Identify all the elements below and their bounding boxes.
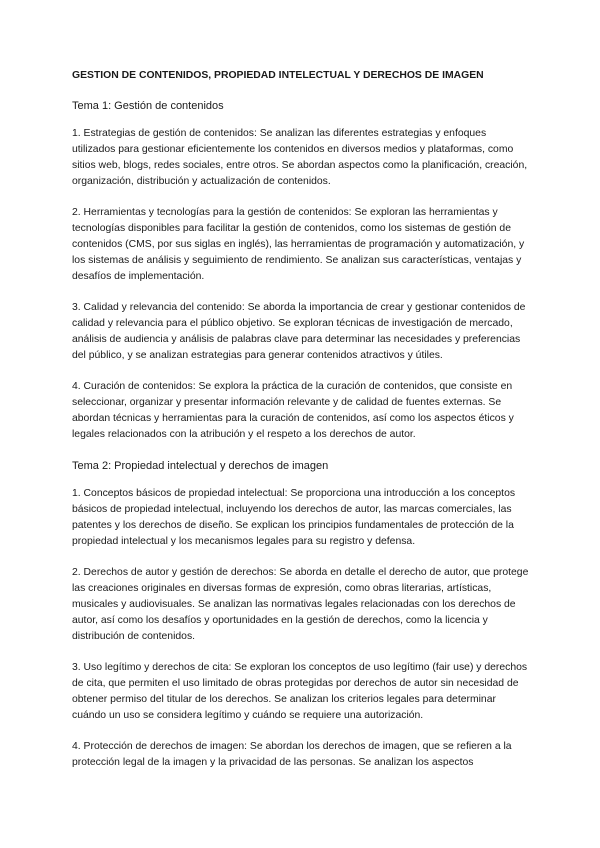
paragraph: 1. Conceptos básicos de propiedad intelectual: Se proporciona una introducción a los conceptos básicos de propiedad intelectual, incluyendo los derechos de autor, las marcas comerciales, las patentes y los derechos de diseño. Se explican los principios fundamentales de protección de la propiedad intelectual y los mecanismos legales para su registro y defensa. [72,488,516,547]
paragraph: 4. Protección de derechos de imagen: Se abordan los derechos de imagen, que se refieren a la protección legal de la imagen y la privacidad de las personas. Se analizan los aspectos [72,741,512,768]
section-tema-2 [72,458,532,771]
document-page [72,68,532,786]
paragraph: 4. Curación de contenidos: Se explora la práctica de la curación de contenidos, que consiste en seleccionar, organizar y presentar información relevante y de calidad de fuentes externas. Se abordan técnicas y herramientas para la curación de contenidos, así como los aspectos éticos y legales relacionados con la atribución y el respeto a los derechos de autor. [72,381,514,440]
section-tema-1 [72,98,532,443]
section-heading: Tema 1: Gestión de contenidos [72,100,224,112]
paragraph: 1. Estrategias de gestión de contenidos: Se analizan las diferentes estrategias y enfoques utilizados para gestionar eficientemente los contenidos en diversos medios y plataformas, como sitios web, blogs, redes sociales, entre otros. Se abordan aspectos como la planificación, creación, organización, distribución y actualización de contenidos. [72,128,528,187]
paragraph: 2. Derechos de autor y gestión de derechos: Se aborda en detalle el derecho de autor, que protege las creaciones originales en diversas formas de expresión, como obras literarias, artísticas, musicales y audiovisuales. Se analizan las normativas legales relacionadas con los derechos de autor, así como los desafíos y oportunidades en la gestión de derechos, como la licencia y distribución de contenidos. [72,567,529,642]
section-heading: Tema 2: Propiedad intelectual y derechos de imagen [72,460,329,472]
paragraph: 3. Uso legítimo y derechos de cita: Se exploran los conceptos de uso legítimo (fair use) y derechos de cita, que permiten el uso limitado de obras protegidas por derechos de autor sin necesidad de obtener permiso del titular de los derechos. Se analizan los criterios legales para determinar cuándo un uso se considera legítimo y cuándo se requiere una autorización. [72,662,528,721]
document-title: GESTION DE CONTENIDOS, PROPIEDAD INTELECTUAL Y DERECHOS DE IMAGEN [72,70,484,81]
paragraph: 2. Herramientas y tecnologías para la gestión de contenidos: Se exploran las herramientas y tecnologías disponibles para facilitar la gestión de contenidos, como los sistemas de gestión de contenidos (CMS, por sus siglas en inglés), las herramientas de programación y automatización, y los sistemas de análisis y seguimiento de rendimiento. Se analizan sus características, ventajas y desafíos de implementación. [72,207,525,282]
paragraph: 3. Calidad y relevancia del contenido: Se aborda la importancia de crear y gestionar contenidos de calidad y relevancia para el público objetivo. Se exploran técnicas de investigación de mercado, análisis de audiencia y análisis de palabras clave para determinar las necesidades y preferencias del público, y se analizan estrategias para generar contenidos atractivos y útiles. [72,302,526,361]
